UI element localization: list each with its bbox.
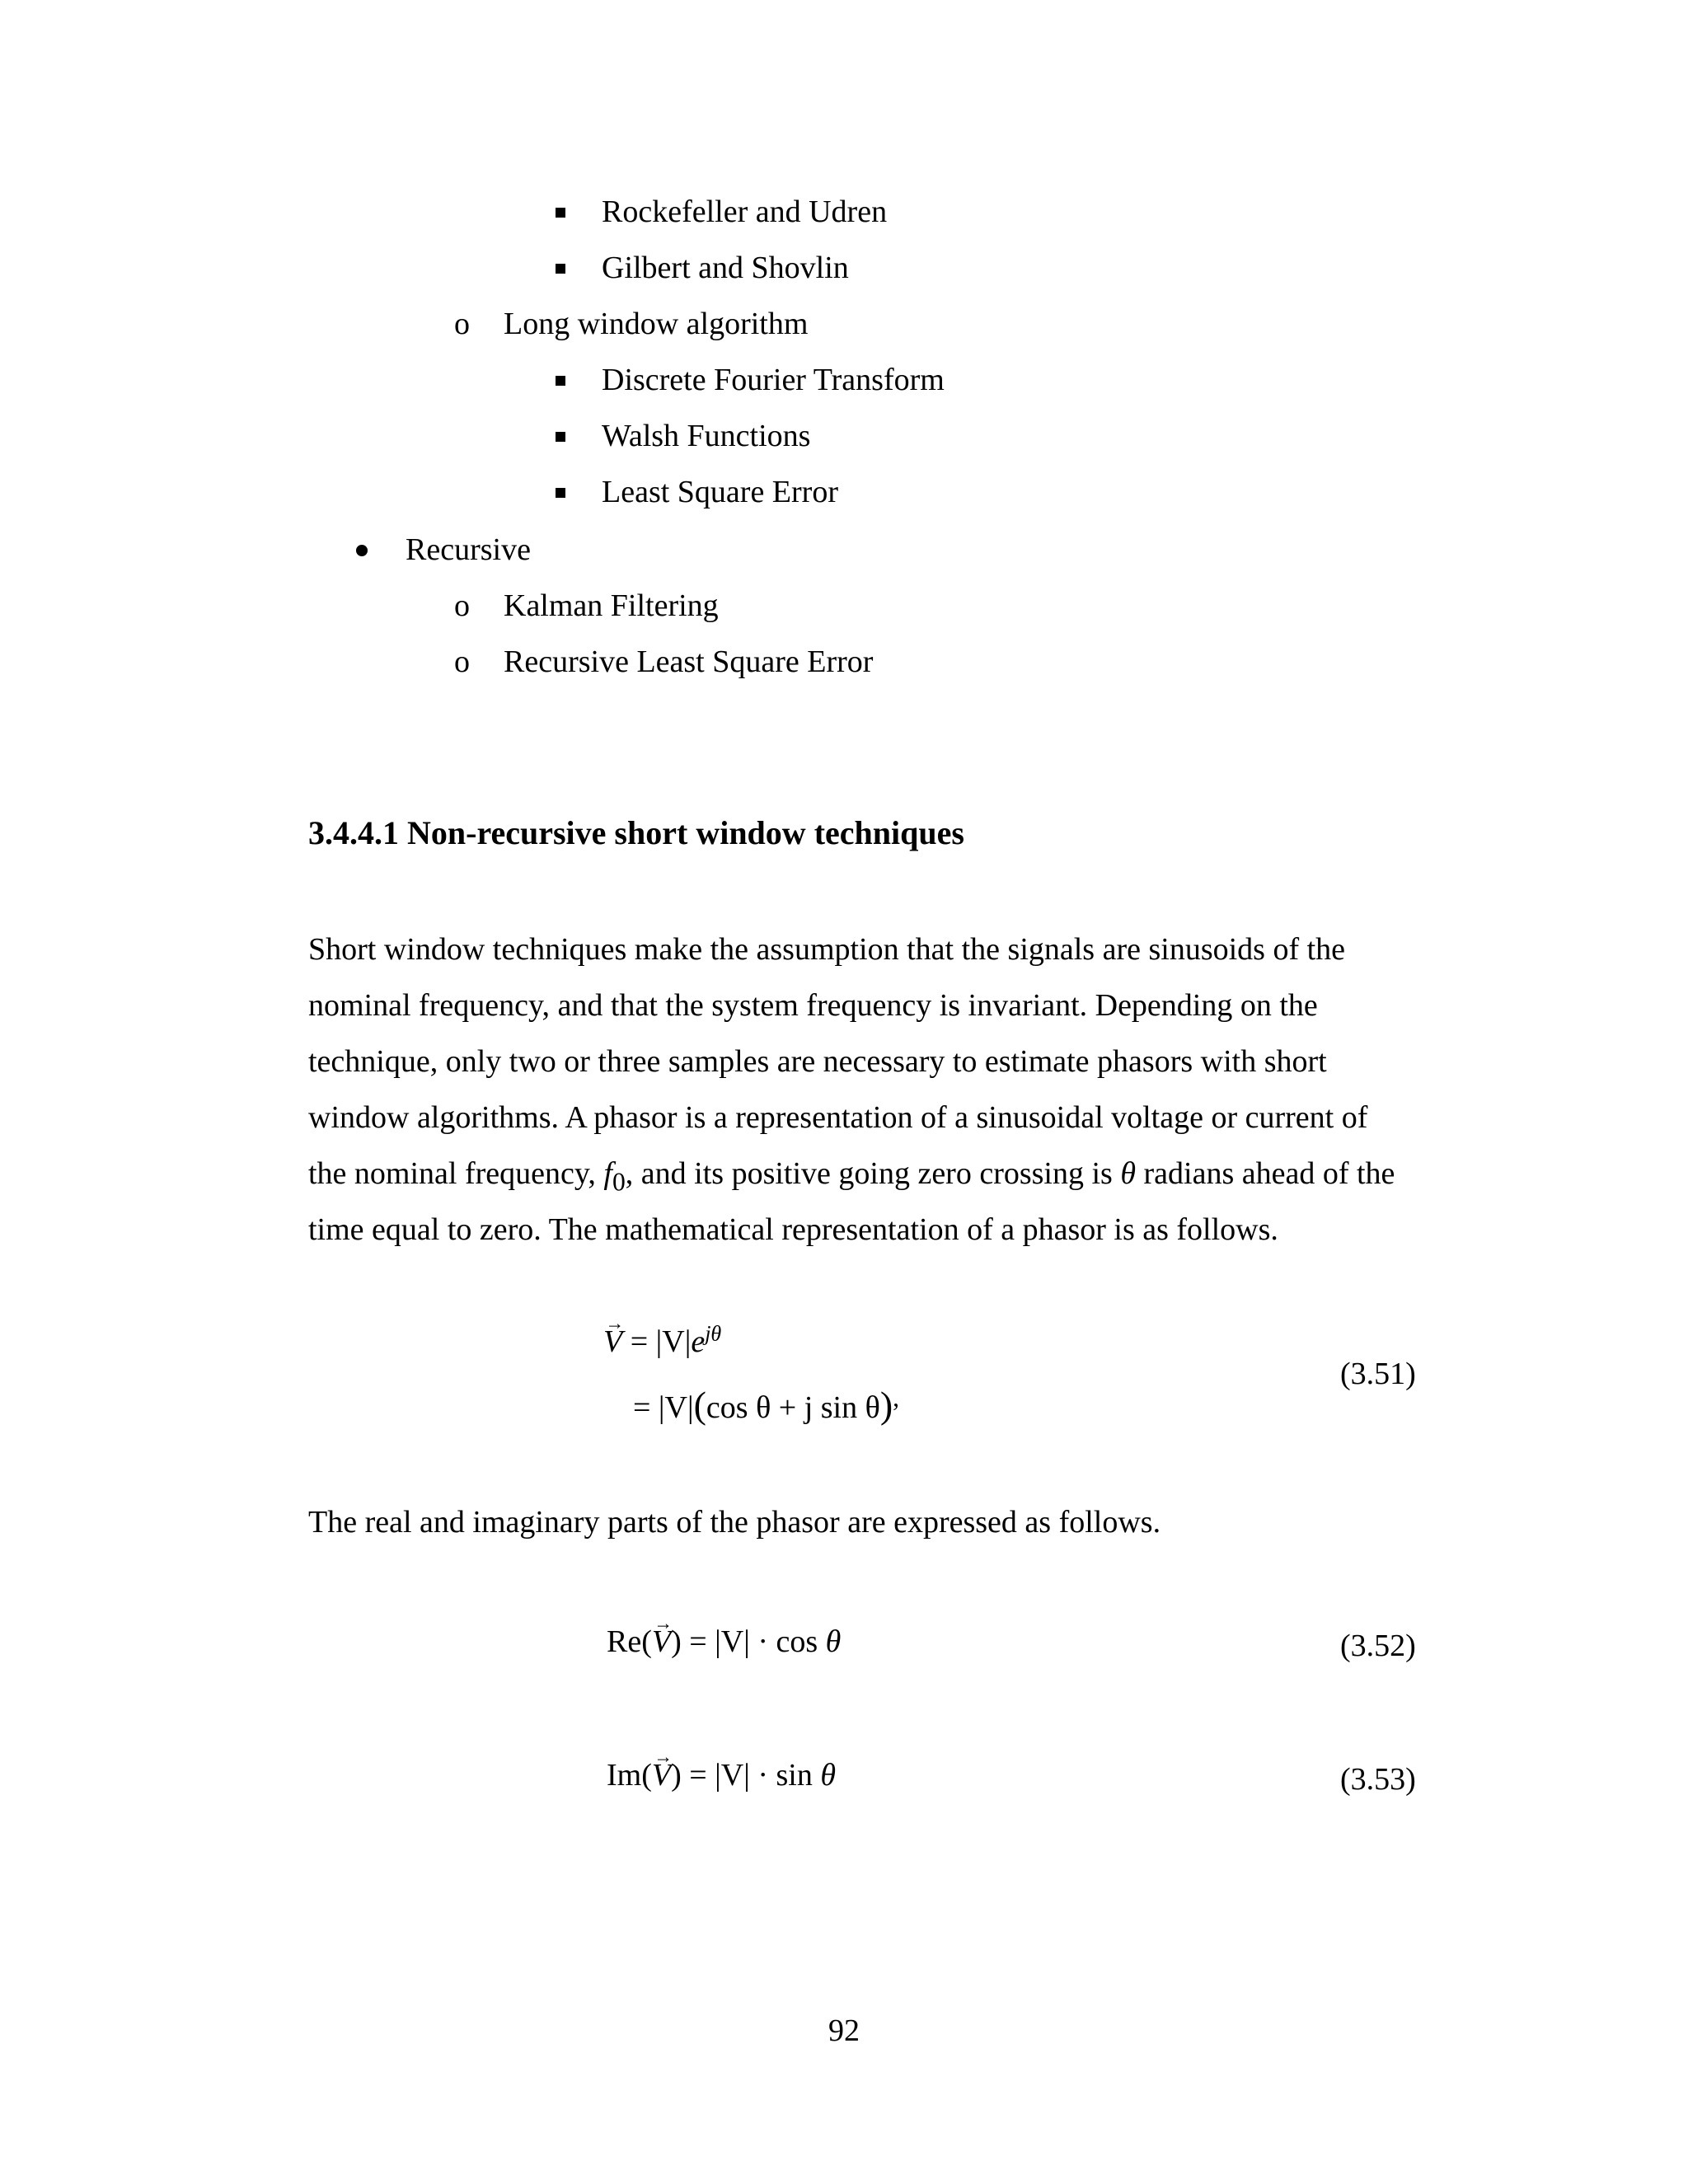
square-bullet-icon [556, 264, 565, 274]
math-run: ) [879, 1384, 893, 1426]
math-run: cos θ + j sin θ [706, 1390, 880, 1425]
paragraph-line: technique, only two or three samples are necessary to estimate phasors with short [308, 1044, 1327, 1079]
text-run: the nominal frequency, [308, 1156, 604, 1191]
math-run: Im [607, 1758, 642, 1793]
math-run: = |V| [630, 1324, 692, 1359]
equation-3-52 [607, 1624, 841, 1660]
page-number: 92 [828, 2013, 860, 2048]
square-bullet-icon [556, 208, 565, 218]
hollow-circle-bullet-icon: o [454, 644, 470, 679]
text-run: , and its positive going zero crossing is [625, 1156, 1121, 1191]
paragraph: The real and imaginary parts of the phasor are expressed as follows. [308, 1505, 1161, 1540]
math-run: , [893, 1383, 900, 1413]
text-run: radians ahead of the [1136, 1156, 1395, 1191]
math-run: ) = |V| · cos [671, 1624, 826, 1659]
math-run: ( [641, 1624, 652, 1659]
math-run: ( [693, 1384, 706, 1426]
equation-3-53 [607, 1757, 836, 1793]
subscript-zero: 0 [612, 1167, 626, 1197]
equation-3-51-line1 [603, 1321, 722, 1360]
square-bullet-icon [556, 488, 565, 498]
list-item-level3 [602, 417, 810, 455]
exponent: jθ [705, 1321, 722, 1346]
list-item-label: Least Square Error [602, 475, 838, 509]
disc-bullet-icon [356, 545, 368, 556]
list-item-label: Recursive [406, 532, 531, 567]
equation-number: (3.51) [1340, 1357, 1416, 1391]
list-item-level3 [602, 361, 945, 399]
list-item-level2 [454, 587, 719, 625]
list-item-level3 [602, 473, 838, 511]
equation-number: (3.52) [1340, 1629, 1416, 1663]
square-bullet-icon [556, 432, 565, 442]
paragraph-line: time equal to zero. The mathematical representation of a phasor is as follows. [308, 1212, 1278, 1247]
equation-number: (3.53) [1340, 1762, 1416, 1797]
section-heading: 3.4.4.1 Non-recursive short window techniques [308, 814, 964, 851]
list-item-label: Discrete Fourier Transform [602, 363, 945, 397]
vector-v: → V [603, 1324, 622, 1360]
list-item-label: Kalman Filtering [504, 588, 719, 623]
math-run: ) = |V| · sin [671, 1758, 821, 1793]
symbol-f: f [603, 1156, 612, 1191]
paragraph-line: window algorithms. A phasor is a representation of a sinusoidal voltage or current of [308, 1100, 1368, 1135]
list-item-level1 [406, 531, 531, 569]
list-item-label: Gilbert and Shovlin [602, 251, 849, 285]
paragraph-line: nominal frequency, and that the system frequency is invariant. Depending on the [308, 988, 1318, 1023]
list-item-label: Recursive Least Square Error [504, 644, 874, 679]
symbol-theta: θ [820, 1758, 837, 1793]
math-run: = |V| [633, 1390, 694, 1425]
vector-v: → V [652, 1624, 671, 1660]
math-run: ( [641, 1758, 652, 1793]
list-item-level2 [454, 643, 874, 681]
equation-3-51-line2 [633, 1383, 899, 1427]
hollow-circle-bullet-icon: o [454, 307, 470, 341]
list-item-level2 [454, 305, 809, 343]
list-item-level3 [602, 249, 849, 287]
symbol-theta: θ [1120, 1156, 1137, 1191]
hollow-circle-bullet-icon: o [454, 588, 470, 623]
math-run: e [691, 1324, 706, 1359]
square-bullet-icon [556, 376, 565, 386]
list-item-label: Long window algorithm [504, 307, 809, 341]
math-run: Re [607, 1624, 642, 1659]
vector-v: → V [652, 1757, 671, 1793]
list-item-level3 [602, 193, 887, 231]
symbol-theta: θ [825, 1624, 842, 1659]
list-item-label: Rockefeller and Udren [602, 194, 888, 229]
list-item-label: Walsh Functions [602, 419, 811, 453]
paragraph-line [308, 1146, 1471, 1202]
paragraph-line: Short window techniques make the assumption that the signals are sinusoids of the [308, 932, 1346, 967]
